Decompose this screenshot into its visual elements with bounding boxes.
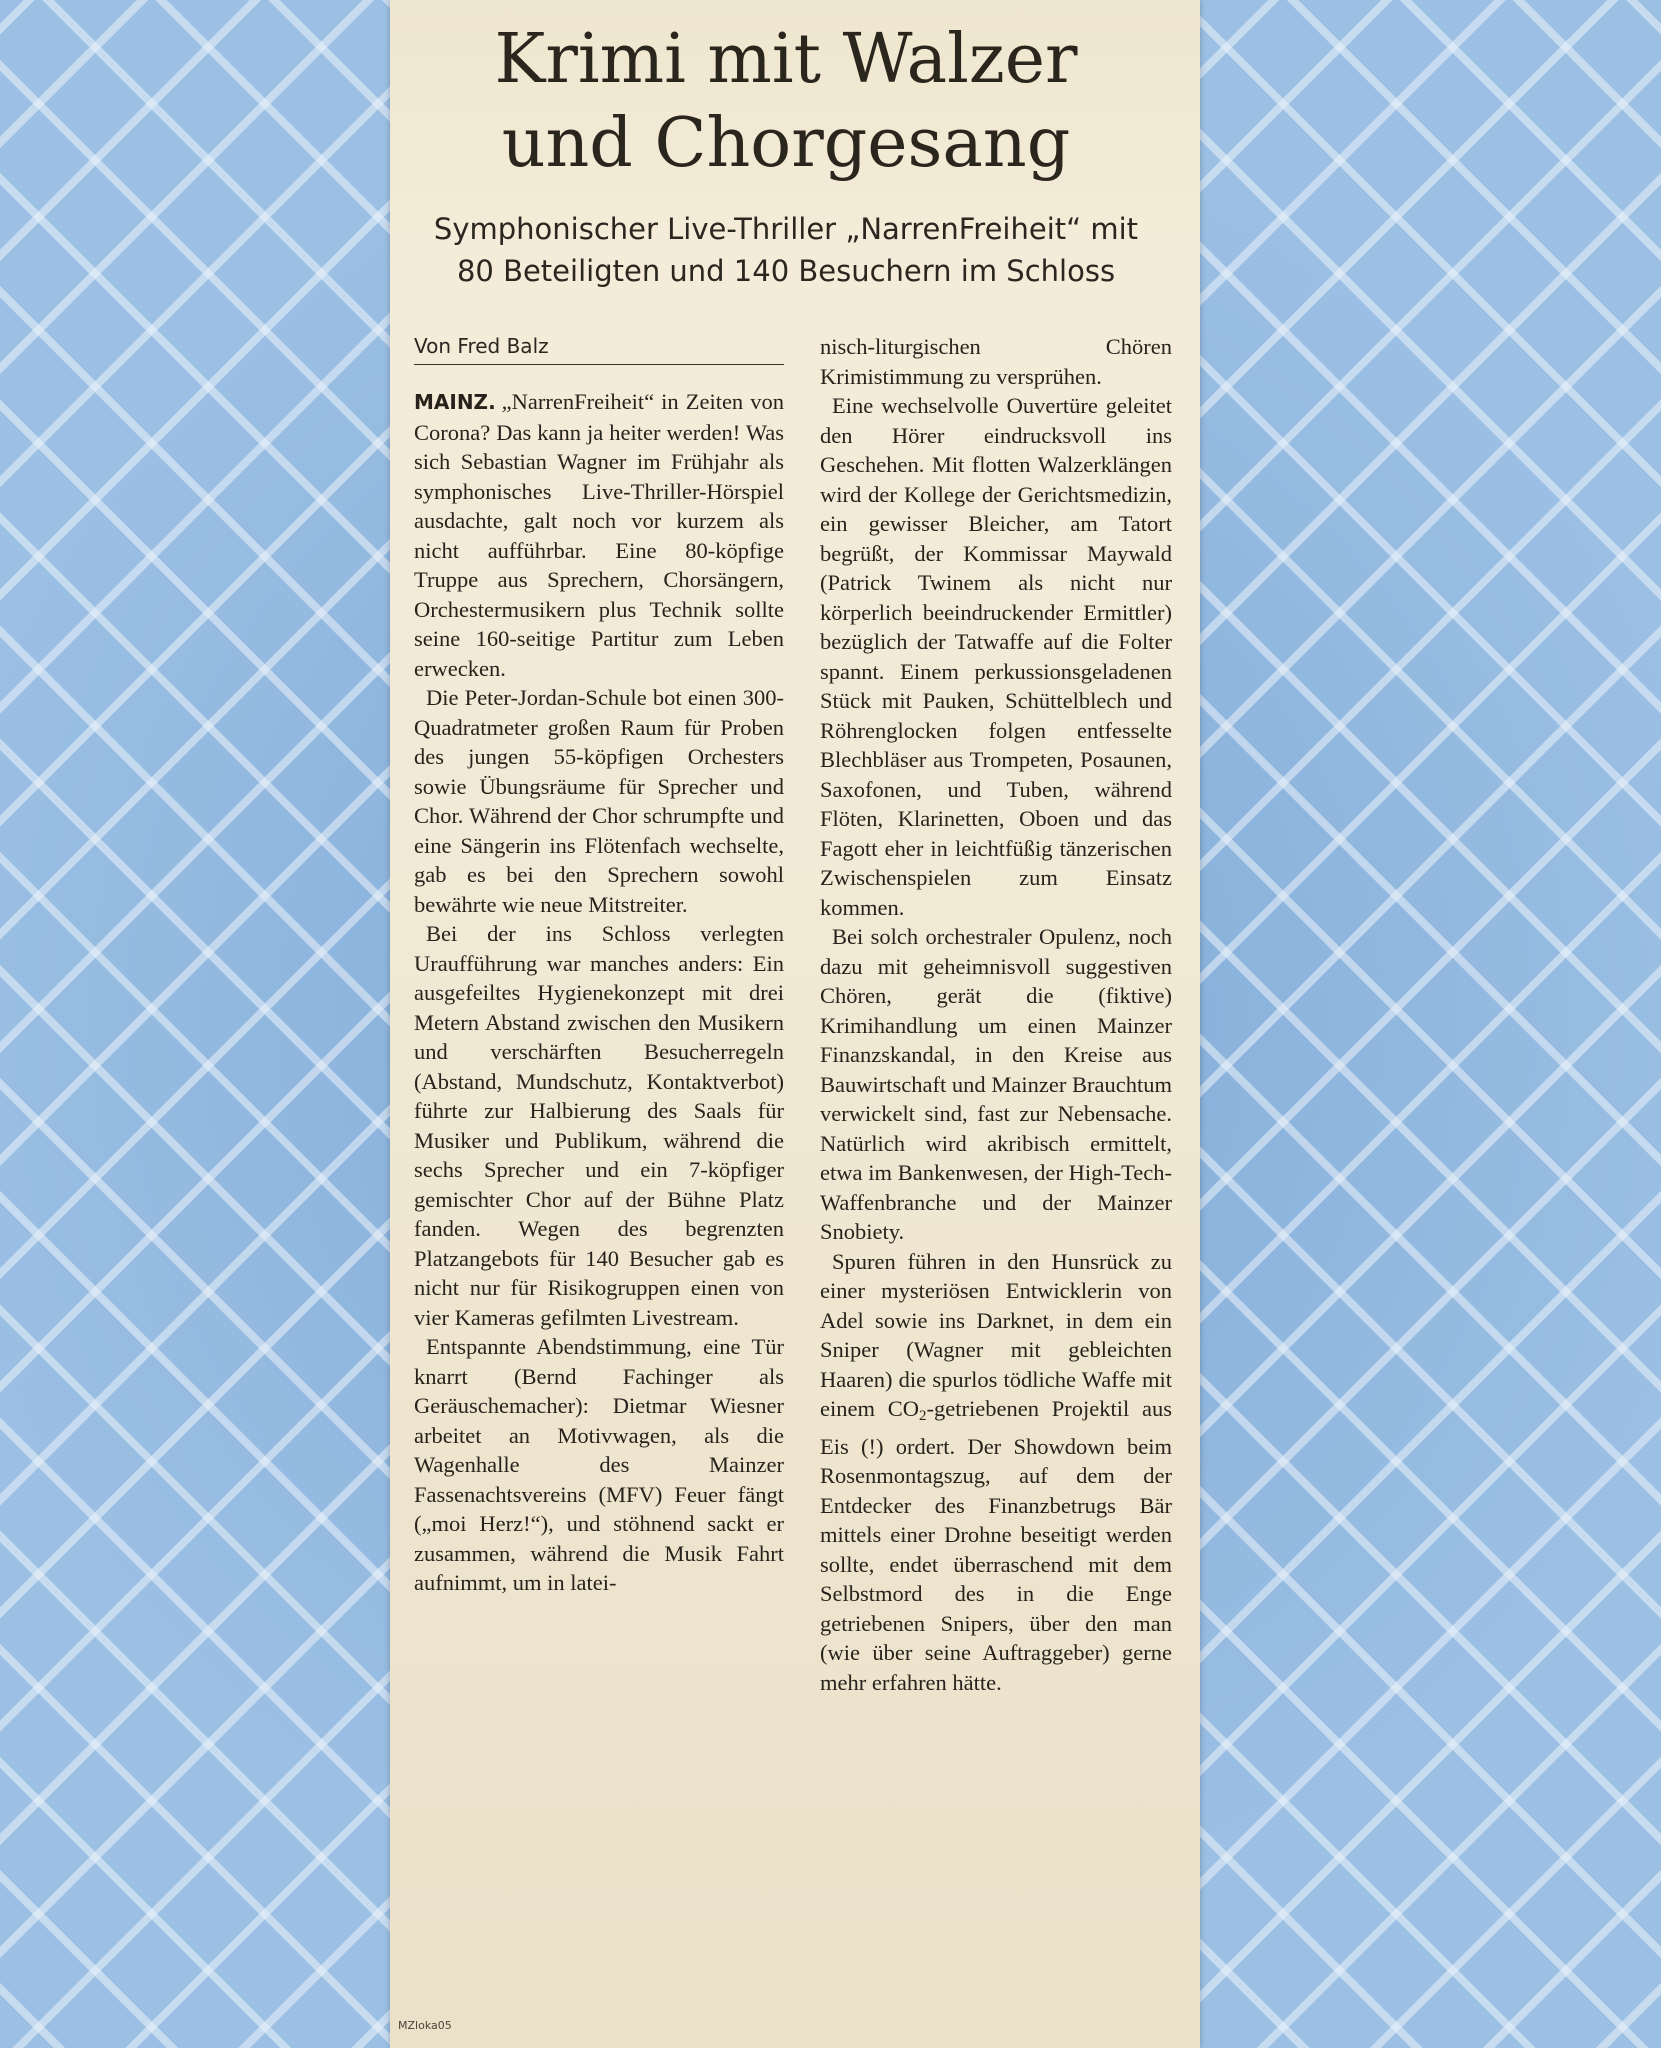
paragraph-6: Bei solch orchestraler Opulenz, noch dazu mit geheimnisvoll suggestiven Chören, gerät die (fiktive) Krimihandlung um einen Mainzer Finanzskandal, in den Kreise aus Bauwirtschaft und Mainzer Brauchtum verwickelt sind, fast zur Nebensache. Natürlich wird akribisch ermittelt, etwa im Bankenwesen, der High-Tech-Waffenbranche und der Mainzer Snobiety. [820,924,1172,1244]
paragraph-7 [820,1247,1172,1698]
subheadline [402,208,1170,292]
paragraph-3: Bei der ins Schloss verlegten Uraufführung war manches anders: Ein ausgefeiltes Hygienekonzept mit drei Metern Abstand zwischen den Musikern und verschärften Besucherregeln (Abstand, Mundschutz, Kontaktverbot) führte zur Halbierung des Saals für Musiker und Publikum, während die sechs Sprecher und ein 7-köpfiger gemischter Chor auf der Bühne Platz fanden. Wegen des begrenzten Platzangebots für 140 Besucher gab es nicht nur für Risikogruppen einen von vier Kameras gefilmten Livestream. [414,921,784,1330]
column-right [820,332,1172,1697]
paragraph-7-text-a: Spuren führen in den Hunsrück zu einer mysteriösen Entwicklerin von Adel sowie ins Darknet, in dem ein Sniper (Wagner mit gebleichten Haaren) die spurlos tödliche Waffe mit einem CO [820,1248,1172,1421]
column-left [414,332,784,1598]
paragraph-1-text: „NarrenFreiheit“ in Zeiten von Corona? Das kann ja heiter werden! Was sich Sebastian Wagner im Frühjahr als symphonisches Live-Thriller-Hörspiel ausdachte, galt noch vor kurzem als nicht aufführbar. Eine 80-köpfige Truppe aus Sprechern, Chorsängern, Orchestermusikern plus Technik sollte seine 160-seitige Partitur zum Leben erwecken. [414,389,784,681]
paragraph-4: Entspannte Abendstimmung, eine Tür knarrt (Bernd Fachinger als Geräuschemacher): Dietmar Wiesner arbeitet an Motivwagen, als die Wagenhalle des Mainzer Fassenachtsvereins (MFV) Feuer fängt („moi Herz!“), und stöhnend sackt er zusammen, während die Musik Fahrt aufnimmt, um in latei- [414,1334,784,1595]
byline: Von Fred Balz [414,332,784,365]
newspaper-clipping [390,0,1200,2048]
paragraph-7-text-b: -getriebenen Projektil aus Eis (!) ordert. Der Showdown beim Rosenmontagszug, auf dem der Entdecker des Finanzbetrugs Bär mittels einer Drohne beseitigt werden sollte, endet überraschend mit dem Selbstmord des in die Enge getriebenen Snipers, über den man (wie über seine Auftraggeber) gerne mehr erfahren hätte. [820,1396,1172,1695]
headline-line-2: und Chorgesang [501,104,1071,183]
co2-subscript: 2 [919,1408,927,1424]
dateline: MAINZ. [414,390,496,414]
article-body [402,332,1170,1952]
headline [402,18,1170,186]
headline-line-1: Krimi mit Walzer [494,20,1078,99]
paragraph-2: Die Peter-Jordan-Schule bot einen 300-Quadratmeter großen Raum für Proben des jungen 55-köpfigen Orchesters sowie Übungsräume für Sprecher und Chor. Während der Chor schrumpfte und eine Sängerin ins Flötenfach wechselte, gab es bei den Sprechern sowohl bewährte wie neue Mitstreiter. [414,685,784,917]
paragraph-5: Eine wechselvolle Ouvertüre geleitet den Hörer eindrucksvoll ins Geschehen. Mit flotten Walzerklängen wird der Kollege der Gerichtsmedizin, ein gewisser Bleicher, am Tatort begrüßt, der Kommissar Maywald (Patrick Twinem als nicht nur körperlich beeindruckender Ermittler) bezüglich der Tatwaffe auf die Folter spannt. Einem perkussionsgeladenen Stück mit Pauken, Schüttelblech und Röhrenglocken folgen entfesselte Blechbläser aus Trompeten, Posaunen, Saxofonen, und Tuben, während Flöten, Klarinetten, Oboen und das Fagott eher in leichtfüßig tänzerischen Zwischenspielen zum Einsatz kommen. [820,393,1172,920]
page-code: MZloka05 [398,2019,452,2032]
subheadline-line-2: 80 Beteiligten und 140 Besuchern im Schloss [456,254,1116,288]
paragraph-1 [414,387,784,683]
subheadline-line-1: Symphonischer Live-Thriller „NarrenFreiheit“ mit [433,212,1139,246]
paragraph-4-continued: nisch-liturgischen Chören Krimistimmung zu versprühen. [820,334,1172,389]
